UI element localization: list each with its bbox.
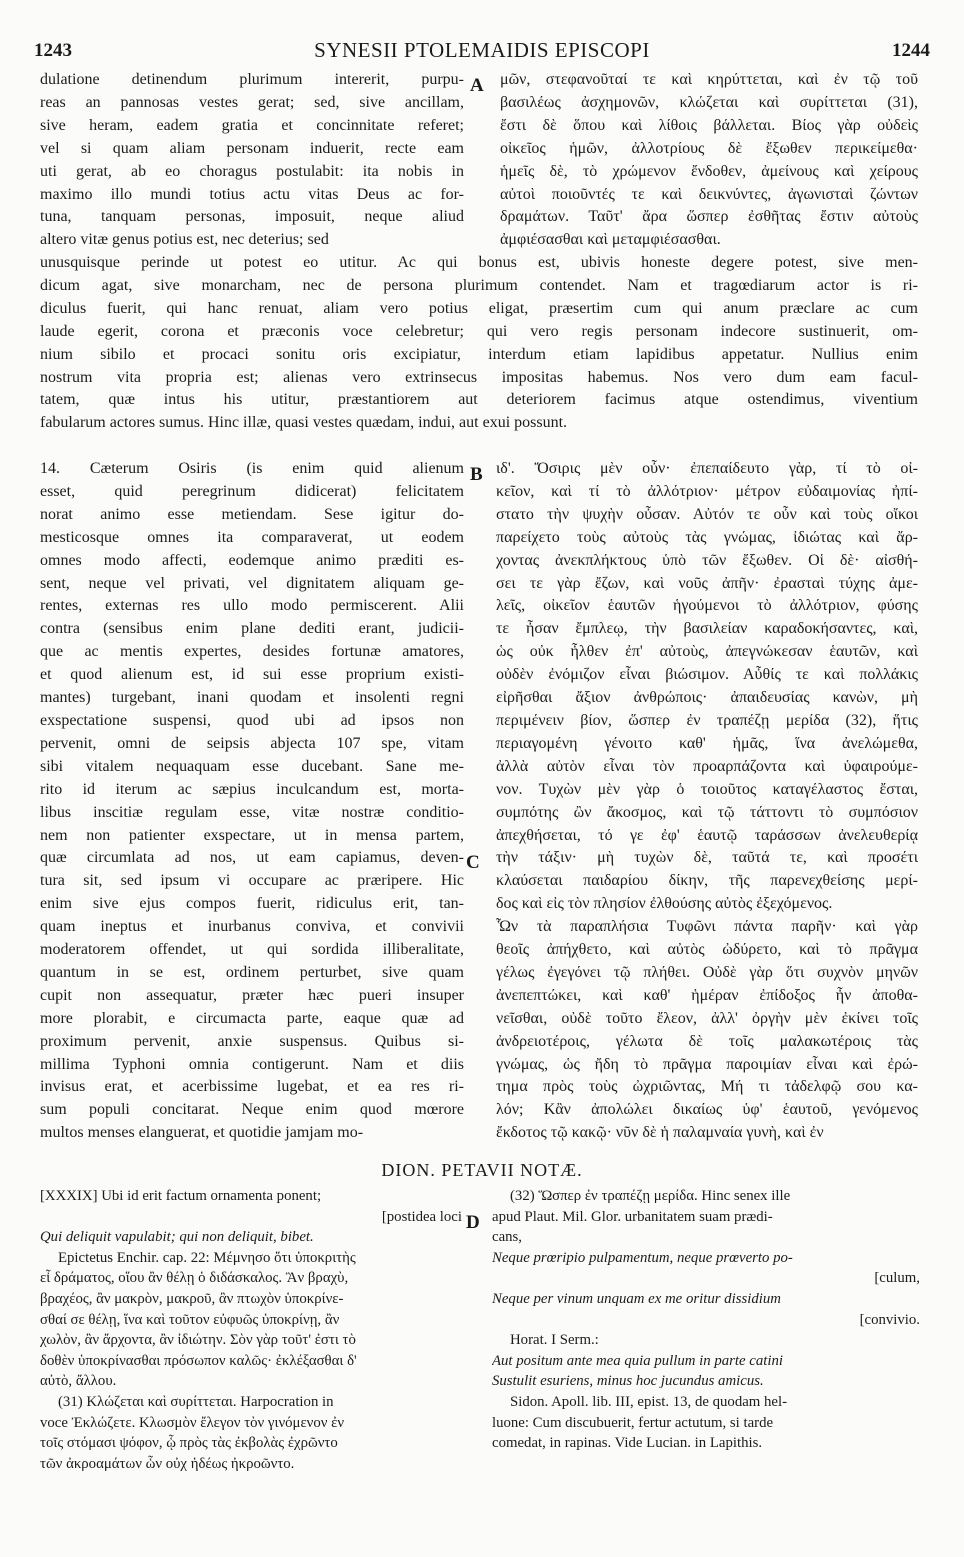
text-line: ἔστι δὲ ὅπου καὶ λίθοις βάλλεται. Βίος γὰρ οὐδεὶς <box>500 116 918 134</box>
text-line: et quod alienum est, id sui esse proprium existi- <box>40 666 464 684</box>
note-line: βραχέος, ἂν μακρὸν, μακροῦ, ἂν πτωχὸν ὑποκρίνε- <box>40 1290 344 1307</box>
text-line: sibi vitalem nequaquam esse ducebant. Sane me- <box>40 757 464 775</box>
note-line: Aut positum ante mea quia pullum in parte catini <box>492 1352 783 1369</box>
text-line: Ὧν τὰ παραπλήσια Τυφῶνι πάντα παρῆν· καὶ γὰρ <box>496 918 918 936</box>
note-line: voce Ἐκλώζετε. Κλωσμὸν ἔλεγον τὸν γινόμενον ἐν <box>40 1414 345 1431</box>
text-line: uti gerat, ab eo choragus postulabit: ita nobis in <box>40 162 464 180</box>
text-line: στατο τὴν ψυχὴν οὖσαν. Αὐτόν τε οὖν καὶ τοὺς οἴκοι <box>496 505 918 523</box>
page-header <box>34 30 930 64</box>
text-line: more plorabit, e circumacta parte, eaque quæ ad <box>40 1009 464 1027</box>
note-line: cans, <box>492 1229 522 1246</box>
text-line: συμπότης ὢν ἄκοσμος, καὶ τῷ τάττοντι τὸ συμπόσιον <box>496 803 918 821</box>
margin-letter-d: D <box>466 1212 480 1233</box>
text-line: ἀνεπεπτώκει, καὶ καθ' ἡμέραν ἐπίδοξος ἦν ἀποθα- <box>496 986 918 1004</box>
text-line: fabularum actores sumus. Hinc illæ, quasi vestes quædam, indui, aut exui possunt. <box>40 414 568 432</box>
page-number-right: 1244 <box>892 40 930 61</box>
note-line: χωλὸν, ἂν ἄρχοντα, ἂν ἰδιώτην. Σὸν γὰρ τοῦτ' ἐστι τὸ <box>40 1332 356 1349</box>
text-line: diculus fuerit, qui hanc renuat, aliam vero potius eligat, præsertim cum qui anum præclare ac cum <box>40 299 918 317</box>
note-line: Epictetus Enchir. cap. 22: Μέμνησο ὅτι ὑποκριτὴς <box>58 1249 356 1266</box>
text-line: 14. Cæterum Osiris (is enim quid alienum <box>40 460 464 477</box>
latin-full-width-paragraph <box>40 252 918 435</box>
note-line: comedat, in rapinas. Vide Lucian. in Lapithis. <box>492 1435 763 1452</box>
text-line: quam ineptus et inurbanus conviva, et convivii <box>40 918 464 936</box>
text-line: tuna, tanquam personas, imposuit, neque aliud <box>40 208 464 226</box>
text-line: ἡμεῖς δὲ, τὸ χρώμενον ἔνδοθεν, ἀμείνους καὶ χείρους <box>500 162 918 180</box>
text-line: moderatorem offendet, ut qui sordida illiberalitate, <box>40 941 464 959</box>
text-line: enim sive ejus compos fuerit, ridiculus erit, tan- <box>40 895 464 913</box>
text-line: ἀνδρειοτέροις, γέλωτα δὲ τοῖς μαλακωτέροις τὰς <box>496 1032 918 1050</box>
text-line: τε ἦσαν ἔμπλεῳ, τὴν βασιλείαν καραδοκήσαντες, καὶ, <box>496 620 918 638</box>
text-line: αὐτοὶ ποιοῦντές τε καὶ δεικνύντες, ἀγωνισταὶ ζώντων <box>500 185 918 203</box>
text-line: dicum agat, sive monarcham, nec de persona plurimum contendet. Nam et tragœdiarum actor is ri- <box>40 276 918 294</box>
note-line: Neque per vinum unquam ex me oritur dissidium <box>492 1290 781 1307</box>
text-line: οὐδὲν ἐνόμιζον εἶναι βιώσιμον. Αὖθίς τε καὶ πολλάκις <box>496 666 918 684</box>
text-line: multos menses elanguerat, et quotidie jamjam mo- <box>40 1124 364 1142</box>
text-line: invisus erat, et acerbissime lugebat, et ea res ri- <box>40 1078 464 1096</box>
note-line: [convivio. <box>859 1311 920 1328</box>
text-line: δραμάτων. Ταῦτ' ἄρα ὥσπερ ἐσθῆτας ἔστιν αὐτοὺς <box>500 208 918 226</box>
note-line: Sustulit esuriens, minus hoc jucundus amicus. <box>492 1373 764 1390</box>
text-line: quantum in se est, ordinem perturbet, sive quam <box>40 963 464 981</box>
text-line: περιμένειν βίον, ὥσπερ ἐν τραπέζῃ μερίδα (32), ἥτις <box>496 711 918 729</box>
text-line: ἀλλὰ αὐτὸν εἶναι τὸν προαρπάζοντα καὶ ὑφαιρούμε- <box>496 757 918 775</box>
notes-left-column <box>40 1186 462 1474</box>
note-line: αὐτὸ, ἄλλου. <box>40 1373 117 1390</box>
note-line: Horat. I Serm.: <box>510 1332 599 1349</box>
text-line: mesticosque omnes ita comparaverat, ut eodem <box>40 528 464 546</box>
text-line: tura sit, sed ipsum vi occupare ac præripere. Hic <box>40 872 464 890</box>
text-line: esset, quid peregrinum didicerat) felicitatem <box>40 482 464 500</box>
text-line: tatem, quæ intus his utitur, præstantiorem aut deteriorem facimus atque ostendimus, viventium <box>40 391 918 409</box>
note-line: σθαί σε θέλῃ, ἵνα καὶ τοῦτον εὐφυῶς ὑποκρίνῃ, ἂν <box>40 1311 340 1328</box>
text-line: quæ circumlata ad nos, ut eam capiamus, deven- <box>40 849 464 867</box>
text-line: rentes, externas res ullo modo permiscerent. Alii <box>40 597 464 615</box>
text-line: περιαγομένη γένοιτο καθ' ἡμᾶς, ἵνα ἀνελώμεθα, <box>496 734 918 752</box>
margin-letter-b: B <box>470 464 483 485</box>
text-line: proximum pervenit, anxie suspensus. Quibus si- <box>40 1032 464 1050</box>
note-line: [postidea loci <box>381 1208 462 1225</box>
text-line: λεῖς, οἰκεῖον ἑαυτῶν ἡγούμενοι τὸ ἀλλότριον, φύσης <box>496 597 918 615</box>
text-line: κλαύσεται παιδαρίου δίκην, τῆς παρενεχθείσης μερί- <box>496 872 918 890</box>
text-line: unusquisque perinde ut potest eo utitur. Ac qui bonus est, ubivis honeste degere potest, sive men- <box>40 254 918 271</box>
text-line: παρείχετο τοὺς αὐτοὺς τὰς γνώμας, ἰδιώτας καὶ ἄρ- <box>496 528 918 546</box>
text-line: sive heram, eadem gratia et concinnitate referet; <box>40 116 464 134</box>
text-line: νον. Τυχὼν μὲν γὰρ ὁ τοιοῦτος καταγέλαστος ἔσται, <box>496 780 918 798</box>
text-line: cupit non assequatur, præter hæc pueri insuper <box>40 986 464 1004</box>
text-line: λόν; Κἂν ἀπολώλει δικαίως ὑφ' ἑαυτοῦ, γενόμενος <box>496 1101 918 1119</box>
text-line: ἔκδοτος τῷ κακῷ· νῦν δὲ ἡ παλαμναία γυνὴ, καὶ ἐν <box>496 1124 824 1142</box>
text-line: pervenit, omni de seipsis abjecta 107 spe, vitam <box>40 734 464 752</box>
text-line: ἀμφιέσασθαι καὶ μεταμφιέσασθαι. <box>500 231 721 249</box>
text-line: δος καὶ εἰς τὸν πλησίον ἐλθούσης αὐτὸς ἐξεχόμενος. <box>496 895 833 913</box>
note-line: (32) Ὥσπερ ἐν τραπέζῃ μερίδα. Hinc senex ille <box>510 1188 791 1204</box>
text-line: altero vitæ genus potius est, nec deterius; sed <box>40 231 329 249</box>
note-line: τῶν ἀκροαμάτων ὧν οὐχ ἡδέως ἠκροῶντο. <box>40 1455 295 1472</box>
latin-column-main <box>40 458 464 1145</box>
text-line: χοντας ἀνεκπλήκτους ὑπὸ τῶν ἔξωθεν. Οἱ δὲ· αἰσθή- <box>496 551 918 569</box>
text-line: μῶν, στεφανοῦταί τε καὶ κηρύττεται, καὶ ἐν τῷ τοῦ <box>500 71 918 88</box>
text-line: ἀπεχθήσεται, τό γε ἐφ' ἑαυτῷ ταράσσων ἀνελευθερίᾳ <box>496 826 918 844</box>
text-line: τὴν τάξιν· μὴ τυχὼν δὲ, ταῦτά τε, καὶ προσέτι <box>496 849 918 867</box>
note-line: τοῖς στόμασι ψόφον, ᾧ πρὸς τὰς ἐκβολὰς ἐχρῶντο <box>40 1435 338 1452</box>
text-line: vel si quam aliam personam induerit, recte eam <box>40 139 464 157</box>
note-line: luone: Cum discubuerit, fertur actutum, si tarde <box>492 1414 774 1431</box>
note-line: δοθὲν ὑποκρίνασθαι πρόσωπον καλῶς· ἐκλέξασθαι δ' <box>40 1352 357 1369</box>
text-line: ὡς οὐκ ἦλθεν ἐπ' αὐτοὺς, ἀπεγνώκεσαν ἑαυτῶν, καὶ <box>496 643 918 661</box>
note-line: [culum, <box>874 1270 920 1287</box>
text-line: βασιλέως ἀσχημονῶν, κλώζεται καὶ συρίττεται (31), <box>500 93 918 111</box>
notes-title: DION. PETAVII NOTÆ. <box>381 1160 583 1180</box>
page-number-left: 1243 <box>34 40 72 61</box>
note-line: (31) Κλώζεται καὶ συρίττεται. Harpocration in <box>58 1393 334 1410</box>
text-line: γνώμας, ὡς ἤδη τὸ πρᾶγμα παροιμίαν εἶναι καὶ ἐρώ- <box>496 1055 918 1073</box>
note-line: Neque prœripio pulpamentum, neque prœverto po- <box>492 1249 793 1266</box>
notes-right-column <box>492 1186 920 1454</box>
text-line: κεῖον, καὶ τί τὸ ἀλλότριον· μέτρον εὐδαιμονίας ἠπί- <box>496 482 918 500</box>
text-line: que ac mentis expertes, desides fortunæ amatores, <box>40 643 464 661</box>
note-line: Qui deliquit vapulabit; qui non deliquit, bibet. <box>40 1229 314 1246</box>
greek-column-main <box>496 458 918 1145</box>
running-title: SYNESII PTOLEMAIDIS EPISCOPI <box>314 38 650 62</box>
text-line: nium sibilo et procaci sonitu oris excipiatur, interdum etiam lapidibus appetatur. Nullius enim <box>40 345 918 363</box>
text-line: nostrum vita propria est; alienas vero extrinsecus impositas habemus. Nos vero dum eam facul- <box>40 368 918 386</box>
text-line: νεῖσθαι, οὐδὲ τοῦτο ἔλεον, ἀλλ' ὀργὴν μὲν ἐκίνει τοῖς <box>496 1009 918 1027</box>
text-line: rito id iterum ac sæpius inculcandum est, morta- <box>40 780 464 798</box>
text-line: nem non patienter exspectare, ut in mensa partem, <box>40 826 464 844</box>
text-line: sent, neque vel privati, vel dignitatem aliquam ge- <box>40 574 464 592</box>
note-line: Sidon. Apoll. lib. III, epist. 13, de quodam hel- <box>510 1393 788 1410</box>
margin-letter-a: A <box>470 75 484 96</box>
greek-column-top <box>500 69 918 252</box>
text-line: reas an pannosas vestes gerat; sed, sive ancillam, <box>40 93 464 111</box>
text-line: sum populi concitarat. Neque enim quod mœrore <box>40 1101 464 1119</box>
text-line: οἰκεῖος ἡμῶν, ἀλλοτρίους δὲ ἔξωθεν περικείμεθα· <box>500 139 918 157</box>
text-line: maximo illo mundi totius actu vitas Deus ac for- <box>40 185 464 203</box>
note-line: [XXXIX] Ubi id erit factum ornamenta ponent; <box>40 1188 322 1204</box>
text-line: τημα πρὸς τοὺς ὠχριῶντας, Μή τι τἀδελφῷ σου κα- <box>496 1078 918 1096</box>
note-line: apud Plaut. Mil. Glor. urbanitatem suam prædi- <box>492 1208 773 1225</box>
text-line: libus inscitiæ regulam esse, vitæ nostræ conditio- <box>40 803 464 821</box>
text-line: mantes) turgebant, inani quodam et insolenti regni <box>40 689 464 707</box>
text-line: norat animo esse metiendam. Sese igitur do- <box>40 505 464 523</box>
text-line: exspectatione suspensi, quod ubi ad ipsos non <box>40 711 464 729</box>
text-line: dulatione detinendum plurimum intererit, purpu- <box>40 71 464 88</box>
text-line: laude egerit, corona et præconis voce celebretur; qui vero regis personam indecore sustinuerit, om- <box>40 322 918 340</box>
text-line: σει τε γὰρ ἔζων, καὶ νοῦς ἀπῆν· ἐρασταὶ τύχης ἀμε- <box>496 574 918 592</box>
text-line: ιδ'. Ὄσιρις μὲν οὖν· ἐπεπαίδευτο γὰρ, τί τὸ οἰ- <box>496 460 918 477</box>
text-line: omnes modo affecti, eodemque animo præditi es- <box>40 551 464 569</box>
note-line: εἶ δράματος, οἵου ἂν θέλῃ ὁ διδάσκαλος. Ἂν βραχὺ, <box>40 1270 349 1287</box>
latin-column-top <box>40 69 464 252</box>
text-line: εἰρῆσθαι ἄξιον ἀνθρώποις· ἀπαιδευσίας κανὼν, μὴ <box>496 689 918 707</box>
margin-letter-c: C <box>466 852 480 873</box>
text-line: θεοῖς ἀπήχθετο, καὶ αὐτὸς ὠδύρετο, καὶ τὸ πρᾶγμα <box>496 941 918 959</box>
text-line: millima Typhoni omnia contigerunt. Nam et diis <box>40 1055 464 1073</box>
text-line: γέλως ἐγεγόνει τῷ πλήθει. Οὐδὲ γὰρ ὅτι συχνὸν μηνῶν <box>496 963 918 981</box>
text-line: contra (sensibus enim plane dediti erant, judicii- <box>40 620 464 638</box>
